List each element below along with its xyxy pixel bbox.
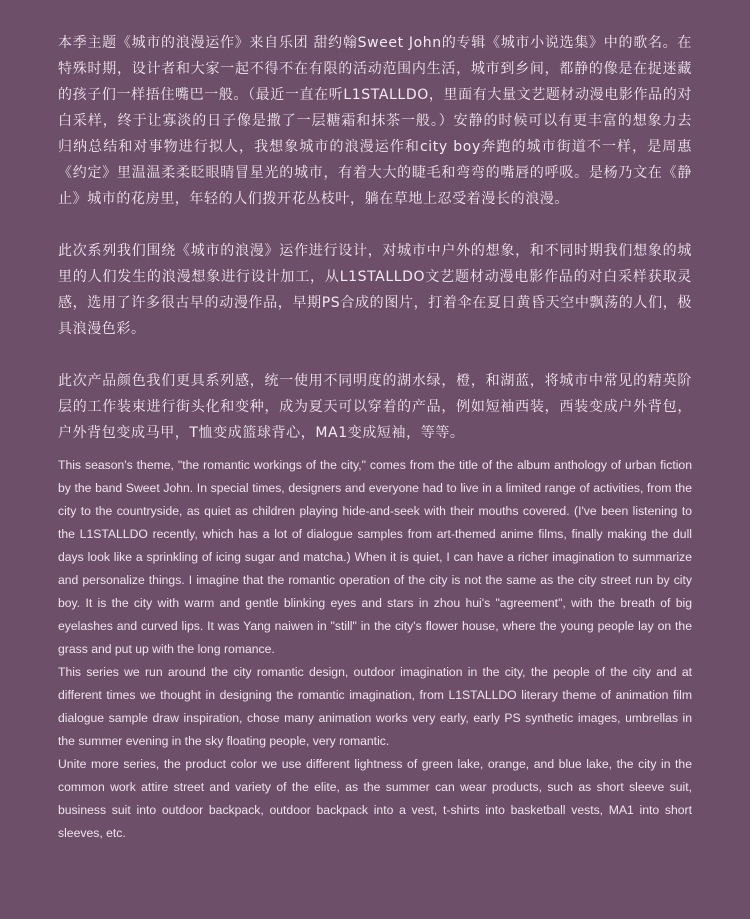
chinese-paragraph-series: 此次系列我们围绕《城市的浪漫》运作进行设计，对城市中户外的想象，和不同时期我们想象的城里的人们发生的浪漫想象进行设计加工，从L1STALLDO文艺题材动漫电影作品的对白采样获取灵感，选用了许多很古早的动漫作品，早期PS合成的图片，打着伞在夏日黄昏天空中飘荡的人们，极具浪漫色彩。 [58,243,692,337]
chinese-paragraph-colors: 此次产品颜色我们更具系列感，统一使用不同明度的湖水绿，橙，和湖蓝，将城市中常见的精英阶层的工作装束进行街头化和变种，成为夏天可以穿着的产品，例如短袖西装，西装变成户外背包，户外背包变成马甲，T恤变成篮球背心，MA1变成短袖，等等。 [58,373,692,441]
chinese-paragraph-theme: 本季主题《城市的浪漫运作》来自乐团 甜约翰Sweet John的专辑《城市小说选集》中的歌名。在特殊时期，设计者和大家一起不得不在有限的活动范围内生活，城市到乡间，都静的像是在捉迷藏的孩子们一样捂住嘴巴一般。（最近一直在听L1STALLDO，里面有大量文艺题材动漫电影作品的对白采样，终于让寡淡的日子像是撒了一层糖霜和抹茶一般。）安静的时候可以有更丰富的想象力去归纳总结和对事物进行拟人，我想象城市的浪漫运作和city boy奔跑的城市街道不一样，是周惠《约定》里温温柔柔眨眼睛冒星光的城市，有着大大的睫毛和弯弯的嘴唇的呼吸。是杨乃文在《静止》城市的花房里，年轻的人们拨开花丛枝叶，躺在草地上忍受着漫长的浪漫。 [58,35,692,207]
english-paragraph-colors: Unite more series, the product color we use different lightness of green lake, orange, and blue lake, the city in the common work attire street and variety of the elite, as the summer can wear products, such as short sleeve suit, business suit into outdoor backpack, outdoor backpack into a vest, t-shirts into basketball vests, MA1 into short sleeves, etc. [58,757,692,840]
english-paragraph-theme: This season's theme, "the romantic workings of the city," comes from the title of the album anthology of urban fiction by the band Sweet John. In special times, designers and everyone had to live in a limited range of activities, from the city to the countryside, as quiet as children playing hide-and-seek with their mouths covered. (I've been listening to the L1STALLDO recently, which has a lot of dialogue samples from art-themed anime films, finally making the dull days look like a sprinkling of icing sugar and matcha.) When it is quiet, I can have a richer imagination to summarize and personalize things. I imagine that the romantic operation of the city is not the same as the city street run by city boy. It is the city with warm and gentle blinking eyes and stars in zhou hui's "agreement", with the breath of big eyelashes and curved lips. It was Yang naiwen in "still" in the city's flower house, where the young people lay on the grass and put up with the long romance. [58,458,692,656]
english-paragraph-series: This series we run around the city romantic design, outdoor imagination in the city, the people of the city and at different times we thought in designing the romantic imagination, from L1STALLDO literary theme of animation film dialogue sample draw inspiration, chose many animation works very early, early PS synthetic images, umbrellas in the summer evening in the sky floating people, very romantic. [58,665,692,748]
